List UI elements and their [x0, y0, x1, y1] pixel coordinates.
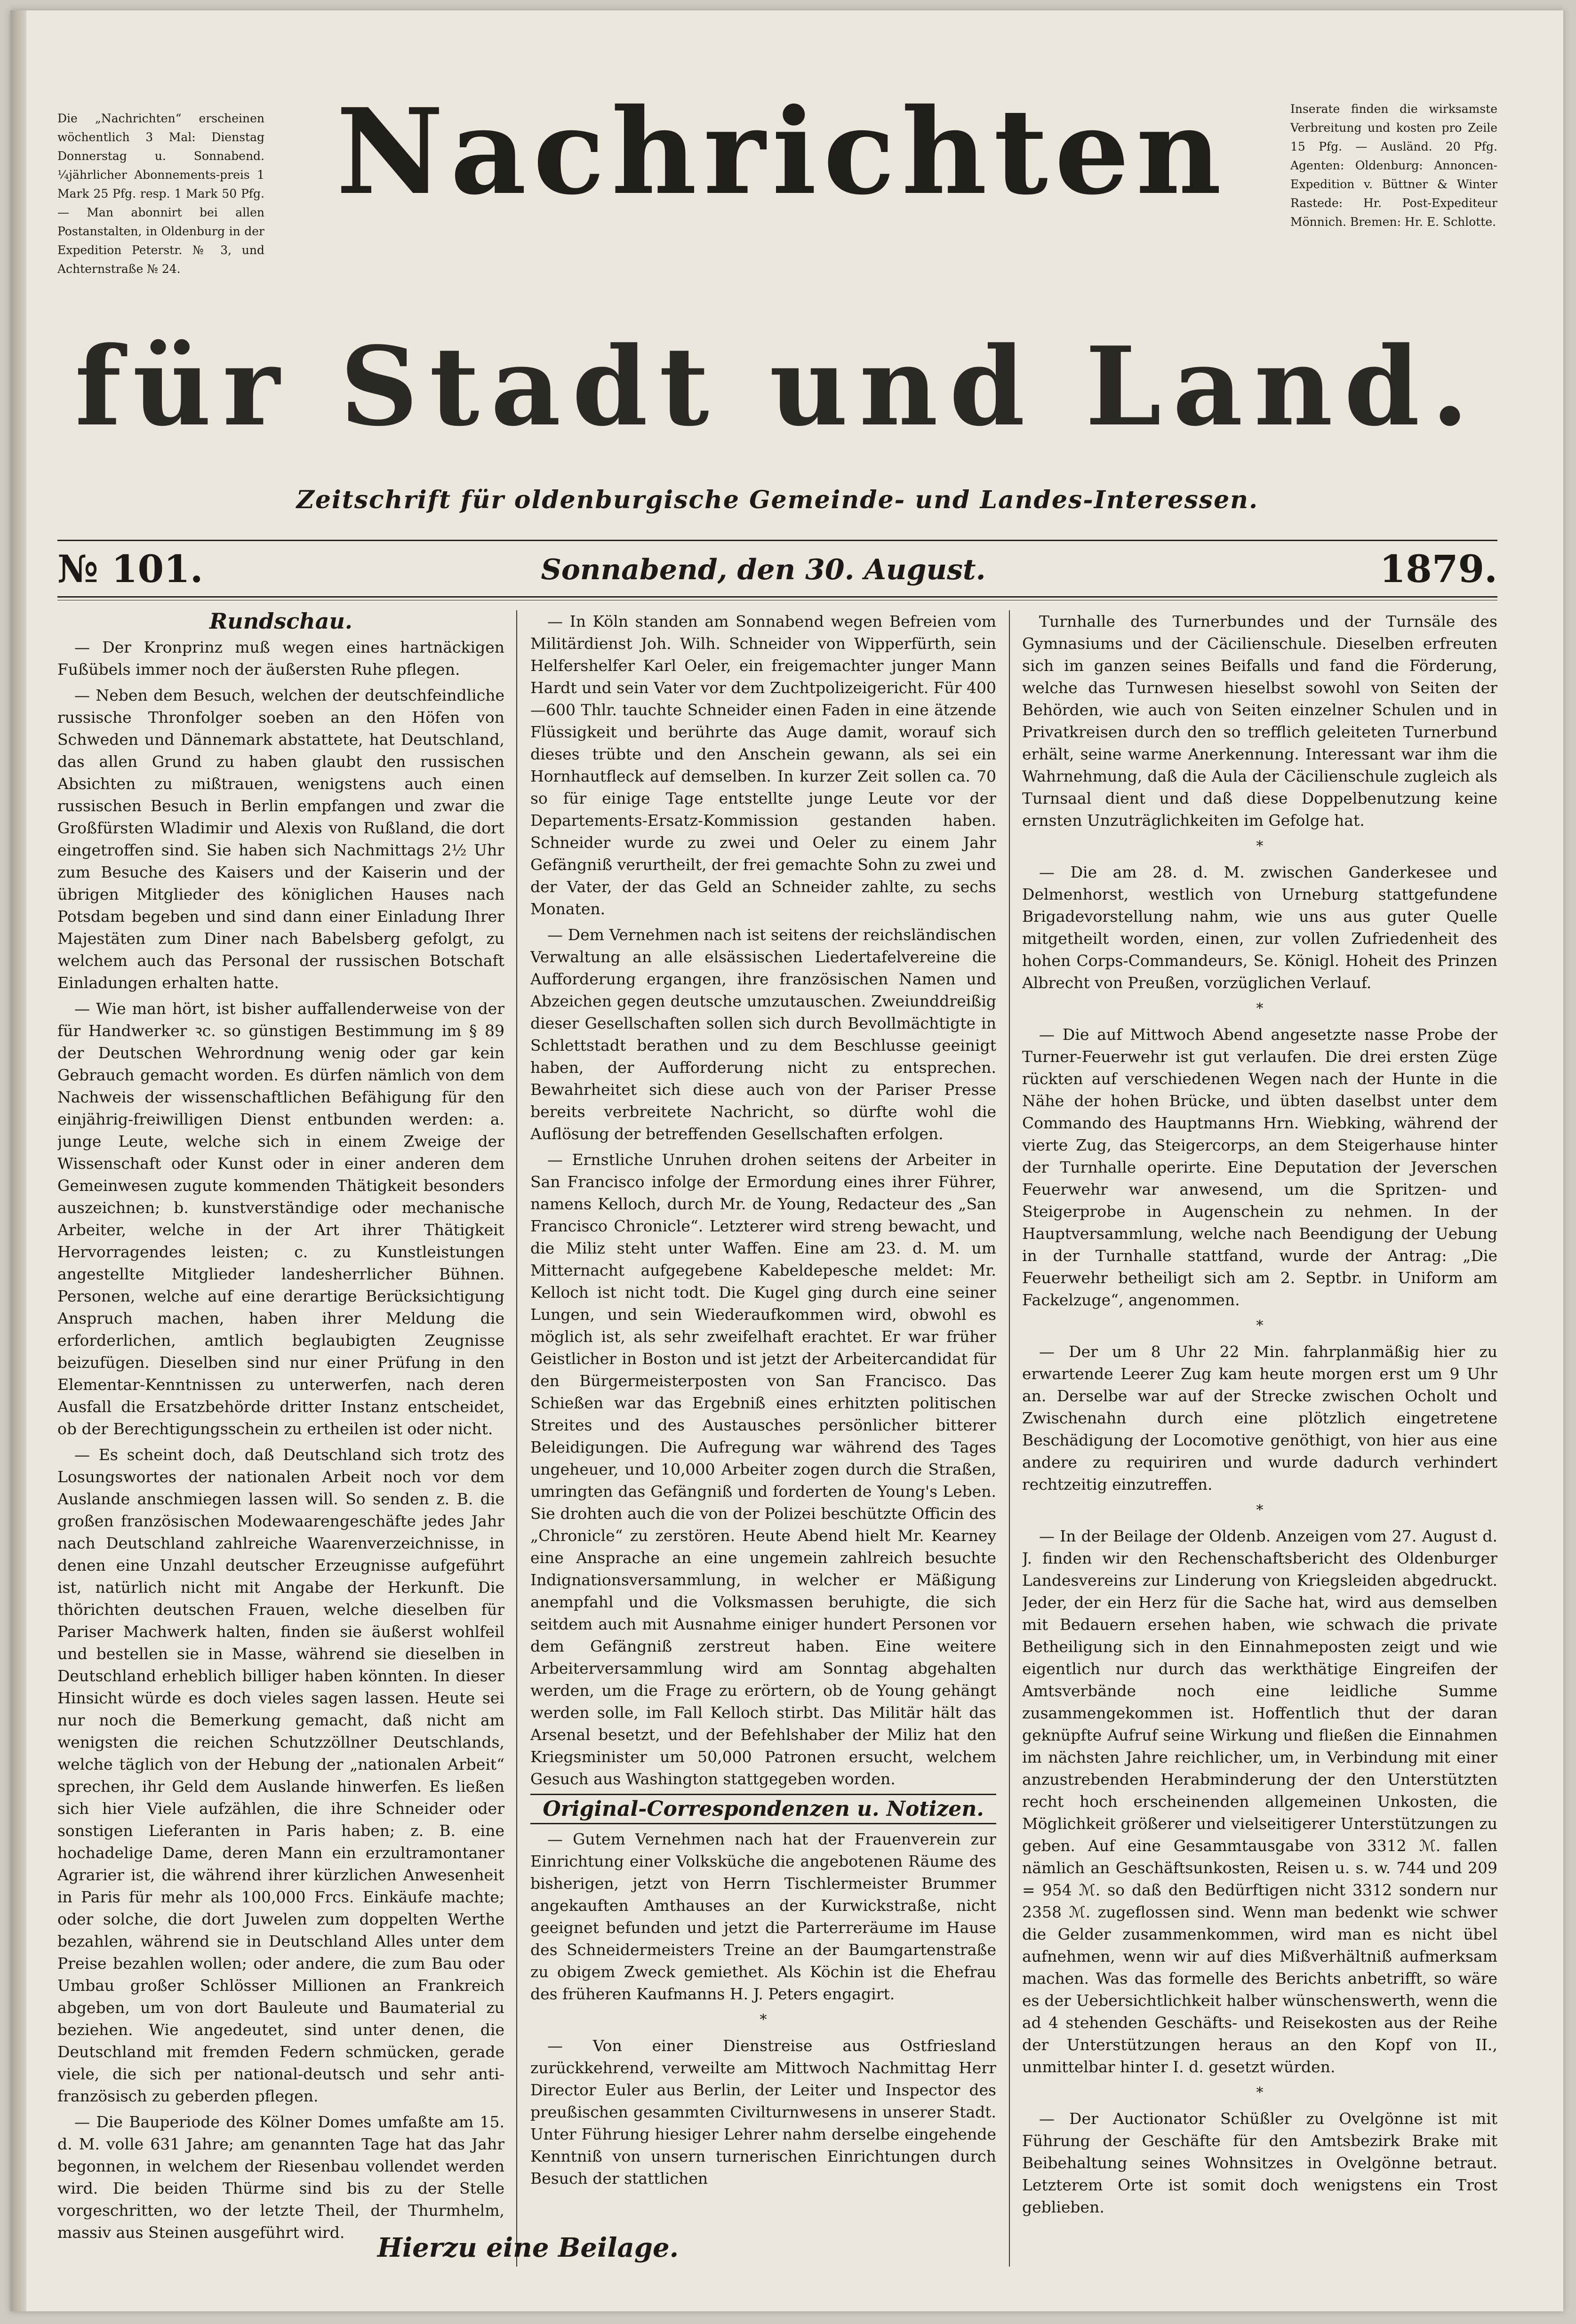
- article-liedertafel: — Dem Vernehmen nach ist seitens der reichsländischen Verwaltung an alle elsässischen Liedertafelvereine die Aufforderung ergangen, ihre französischen Namen und Abzeichen gegen deutsche umzutauschen. Zweiunddreißig dieser Gesellschaften sollen sich durch Bevollmächtigte in Schlettstadt berathen und zu dem Beschlusse geeinigt haben, der Aufforderung nicht zu entsprechen. Bewahrheitet sich diese auch von der Pariser Presse bereits verbreitete Nachricht, so dürfte wohl die Auflösung der betreffenden Gesellschaften erfolgen.: [530, 926, 996, 1143]
- article-turnhalle: Turnhalle des Turnerbundes und der Turnsäle des Gymnasiums und der Cäcilienschule. Dieselben erfreuten sich im ganzen seines Beifalls und fand die Förderung, welche das Turnwesen hieselbst sowohl von Seiten der Behörden, wie auch von Seiten einzelner Schulen und in Privatkreisen durch den so trefflich geleiteten Turnerbund erhält, seine warme Anerkennung. Interessant war ihm die Wahrnehmung, daß die Aula der Cäcilienschule zugleich als Turnsaal dient und daß diese Doppelbenutzung keine ernsten Unzuträglichkeiten im Gefolge hat.: [1022, 612, 1497, 830]
- article-leerer-zug: — Der um 8 Uhr 22 Min. fahrplanmäßig hier zu erwartende Leerer Zug kam heute morgen erst um 9 Uhr an. Derselbe war auf der Strecke zwischen Ocholt und Zwischenahn durch eine plötzlich eingetretene Beschädigung der Locomotive genöthigt, von hier aus eine andere zu requiriren und wurde dadurch verhindert rechtzeitig einzutreffen.: [1022, 1342, 1497, 1493]
- article-feuerwehr: — Die auf Mittwoch Abend angesetzte nasse Probe der Turner-Feuerwehr ist gut verlaufen. Die drei ersten Züge rückten auf verschiedenen Wegen nach der Hunte in die Nähe der hohen Brücke, und übten daselbst unter dem Commando des Hauptmanns Hrn. Wiebking, während der vierte Zug, das Steigercorps, an dem Steigerhause hinter der Turnhalle operirte. Eine Deputation der Jeverschen Feuerwehr war anwesend, um die Spritzen- und Steigerprobe in Augenschein zu nehmen. In der Hauptversammlung, welche nach Beendigung der Uebung in der Turnhalle stattfand, wurde der Antrag: „Die Feuerwehr betheiligt sich am 2. Septbr. in Uniform am Fackelzuge“, angenommen.: [1022, 1025, 1497, 1309]
- masthead-rule-top: [57, 540, 1497, 541]
- article-separator: *: [1256, 838, 1264, 855]
- masthead-title-bottom: für Stadt und Land.: [74, 323, 1480, 450]
- newspaper-page: [10, 10, 1563, 2311]
- issue-year: 1879.: [1379, 547, 1497, 591]
- article-separator: *: [1256, 2084, 1264, 2101]
- article-san-francisco: — Ernstliche Unruhen drohen seitens der Arbeiter in San Francisco infolge der Ermordung eines ihrer Führer, namens Kelloch, durch Mr. de Young, Redacteur des „San Francisco Chronicle“. Letzterer wird streng bewacht, und die Miliz steht unter Waffen. Eine am 23. d. M. um Mitternacht aufgegebene Kabeldepesche meldet: Mr. Kelloch ist nicht todt. Die Kugel ging durch eine seiner Lungen, und sein Wiederaufkommen wird, obwohl es möglich ist, als sehr zweifelhaft erachtet. Er war früher Geistlicher in Boston und ist jetzt der Arbeitercandidat für den Bürgermeisterposten von San Francisco. Das Schießen war das Ergebniß eines erhitzten politischen Streites und des Austausches persönlicher bitterer Beleidigungen. Die Aufregung war während des Tages ungeheuer, und 10,000 Arbeiter zogen durch die Straßen, umringten das Gefängniß und forderten de Young's Leben. Sie drohten auch die von der Polizei beschützte Officin des „Chronicle“ zu zerstören. Heute Abend hielt Mr. Kearney eine Ansprache an eine ungemein zahlreich besuchte Indignationsversammlung, in welcher er Mäßigung anempfahl und die Volksmassen beruhigte, die sich seitdem auch mit Ausnahme einiger hundert Personen vor dem Gefängniß zerstreut haben. Eine weitere Arbeiterversammlung wird am Sonntag abgehalten werden, um die Frage zu erörtern, ob de Young gehängt werden solle, im Fall Kelloch stirbt. Das Militär hält das Arsenal besetzt, und der Befehlshaber der Miliz hat den Kriegsminister um 50,000 Patronen ersucht, welchem Gesuch aus Washington stattgegeben worden.: [530, 1150, 996, 1788]
- column-1: [57, 610, 504, 2281]
- masthead-rule-bottom: [57, 596, 1497, 598]
- article-separator: *: [1256, 1318, 1264, 1334]
- column-3: [1022, 610, 1497, 2281]
- advertising-info: Inserate finden die wirksamste Verbreitung und kosten pro Zeile 15 Pfg. — Ausländ. 20 Pfg. Agenten: Oldenburg: Annoncen-Expedition v. Büttner & Winter Rastede: Hr. Post-Expediteur Mönnich. Bremen: Hr. E. Schlotte.: [1290, 102, 1497, 229]
- issue-date: Sonnabend, den 30. August.: [541, 553, 986, 586]
- article-auctionator: — Der Auctionator Schüßler zu Ovelgönne ist mit Führung der Geschäfte für den Amtsbezirk Brake mit Beibehaltung seines Wohnsitzes in Ovelgönne betraut. Letzterem Orte ist somit doch wenigstens ein Trost geblieben.: [1022, 2109, 1497, 2216]
- article-separator: *: [1256, 1502, 1264, 1518]
- masthead-title-top: Nachrichten: [336, 82, 1228, 221]
- article-koelner-dom: — Die Bauperiode des Kölner Domes umfaßte am 15. d. M. volle 631 Jahre; am genannten Tage hat das Jahr begonnen, in welchem der Riesenbau vollendet werden wird. Die beiden Thürme sind bis zu der Stelle vorgeschritten, wo der letzte Theil, der Thurmhelm, massiv aus Steinen ausgeführt wird.: [57, 2113, 504, 2242]
- column-divider: [1009, 610, 1010, 2267]
- subscription-info: Die „Nachrichten“ erscheinen wöchentlich 3 Mal: Dienstag Donnerstag u. Sonnabend. ¼jährlicher Abonnements-preis 1 Mark 25 Pfg. resp. 1 Mark 50 Pfg. — Man abonnirt bei allen Postanstalten, in Oldenburg in der Expedition Peterstr. № 3, und Achternstraße № 24.: [57, 112, 264, 276]
- column-2: [530, 610, 996, 2281]
- article-foreign-goods: — Es scheint doch, daß Deutschland sich trotz des Losungswortes der nationalen Arbeit noch vor dem Auslande anschmiegen lassen will. So senden z. B. die großen französischen Modewaarengeschäfte jedes Jahr nach Deutschland zahlreiche Waarenverzeichnisse, in denen eine Unzahl deutscher Erzeugnisse aufgeführt ist, natürlich nicht mit Angabe der Herkunft. Die thörichten deutschen Frauen, welche dieselben für Pariser Machwerk halten, finden sie äußerst wohlfeil und bestellen sie in Masse, während sie dieselben in Deutschland erheblich billiger haben könnten. In dieser Hinsicht würde es doch vieles sagen lassen. Heute sei nur noch die Bemerkung gemacht, daß nicht am wenigsten die reichen Schutzzöllner Deutschlands, welche täglich von der Hebung der „nationalen Arbeit“ sprechen, ihr Geld dem Auslande hinwerfen. Es ließen sich hier Viele aufzählen, die ihre Schneider oder sonstigen Lieferanten in Paris haben; z. B. eine hochadelige Dame, deren Mann ein erzultramontaner Agrarier ist, die während ihrer kürzlichen Anwesenheit in Paris für mehr als 100,000 Frcs. Einkäufe machte; oder solche, die dort Juwelen zum doppelten Werthe bezahlen, während sie in Deutschland Alles unter dem Preise bezahlen wollen; oder andere, die zum Bau oder Umbau großer Schlösser Millionen an Frankreich abgeben, um von dort Bauleute und Baumaterial zu beziehen. Wie angedeutet, sind unter denen, die Deutschland mit fremden Federn schmücken, gerade viele, die sich per national-deutsch und sehr anti-französisch zu geberden pflegen.: [57, 1446, 504, 2105]
- article-separator: *: [760, 2012, 767, 2028]
- column-divider: [516, 610, 517, 2267]
- article-russian-visit: — Neben dem Besuch, welchen der deutschfeindliche russische Thronfolger soeben an den Höfen von Schweden und Dännemark abstattete, hat Deutschland, das allen Grund zu haben glaubt den russischen Absichten zu mißtrauen, wenigstens auch einen russischen Besuch in Berlin empfangen und zwar die Großfürsten Wladimir und Alexis von Rußland, die dort eingetroffen sind. Sie haben sich Nachmittags 2½ Uhr zum Besuche des Kaisers und der Kaiserin und der übrigen Mitglieder des königlichen Hauses nach Potsdam begeben und sind dann einer Einladung Ihrer Majestäten zum Diner nach Babelsberg gefolgt, zu welchem auch das Personal der russischen Botschaft Einladungen erhalten hatte.: [57, 686, 504, 992]
- supplement-note: Hierzu eine Beilage.: [377, 2232, 679, 2263]
- article-volkskueche: — Gutem Vernehmen nach hat der Frauenverein zur Einrichtung einer Volksküche die angebotenen Räume des bisherigen, jetzt von Herrn Tischlermeister Brummer angekauften Amthauses an der Kurwickstraße, nicht geeignet befunden und jetzt die Parterreräume im Hause des Schneidermeisters Treine an der Baumgartenstraße zu obigem Zweck gemiethet. Als Köchin ist die Ehefrau des früheren Kaufmanns H. J. Peters engagirt.: [530, 1830, 996, 2003]
- section-heading-rundschau: Rundschau.: [209, 610, 352, 634]
- binding-edge: [10, 10, 26, 2311]
- article-wehrordnung: — Wie man hört, ist bisher auffallenderweise von der für Handwerker ꝛc. so günstigen Bestimmung im § 89 der Deutschen Wehrordnung wenig oder gar kein Gebrauch gemacht worden. Es dürfen nämlich von dem Nachweis der wissenschaftlichen Befähigung für den einjährig-freiwilligen Dienst entbunden werden: a. junge Leute, welche sich in einem Zweige der Wissenschaft oder Kunst oder in einer anderen dem Gemeinwesen zugute kommenden Thätigkeit besonders auszeichnen; b. kunstverständige oder mechanische Arbeiter, welche in der Art ihrer Thätigkeit Hervorragendes leisten; c. zu Kunstleistungen angestellte Mitglieder landesherrlicher Bühnen. Personen, welche auf eine derartige Berücksichtigung Anspruch machen, haben ihrer Meldung die erforderlichen, amtlich beglaubigten Zeugnisse beizufügen. Dieselben sind nur einer Prüfung in den Elementar-Kenntnissen zu unterwerfen, nach deren Ausfall die Ersatzbehörde dritter Instanz entscheidet, ob der Berechtigungsschein zu ertheilen ist oder nicht.: [57, 999, 504, 1438]
- issue-number: № 101.: [57, 547, 203, 591]
- section-heading-correspondence: Original-Correspondenzen u. Notizen.: [530, 1794, 996, 1824]
- article-director-euler: — Von einer Dienstreise aus Ostfriesland zurückkehrend, verweilte am Mittwoch Nachmittag Herr Director Euler aus Berlin, der Leiter und Inspector des preußischen gesammten Civilturnwesens in unserer Stadt. Unter Führung hiesiger Lehrer nahm derselbe eingehende Kenntniß von unsern turnerischen Einrichtungen durch Besuch der stattlichen: [530, 2036, 996, 2188]
- article-brigade: — Die am 28. d. M. zwischen Ganderkesee und Delmenhorst, westlich von Urneburg stattgefundene Brigadevorstellung nahm, wie uns aus guter Quelle mitgetheilt worden, einen, zur vollen Zufriedenheit des hohen Corps-Commandeurs, Se. Königl. Hoheit des Prinzen Albrecht von Preußen, vorzüglichen Verlauf.: [1022, 863, 1497, 992]
- article-kronprinz: — Der Kronprinz muß wegen eines hartnäckigen Fußübels immer noch der äußersten Ruhe pflegen.: [57, 638, 504, 679]
- article-koeln-court: — In Köln standen am Sonnabend wegen Befreien vom Militärdienst Joh. Wilh. Schneider von Wipperfürth, sein Helfershelfer Karl Oeler, ein freigemachter junger Mann Hardt und sein Vater vor dem Zuchtpolizeigericht. Für 400—600 Thlr. tauchte Schneider einen Faden in eine ätzende Flüssigkeit und berührte das Auge damit, worauf sich dieses trübte und den Anschein gewann, als sei ein Hornhautfleck auf demselben. In kurzer Zeit sollen ca. 70 so für einige Tage entstellte junge Leute vor der Departements-Ersatz-Kommission gestanden haben. Schneider wurde zu zwei und Oeler zu einem Jahr Gefängniß verurtheilt, der frei gemachte Sohn zu zwei und der Vater, der das Geld an Schneider zahlte, zu sechs Monaten.: [530, 612, 996, 918]
- article-landesverein: — In der Beilage der Oldenb. Anzeigen vom 27. August d. J. finden wir den Rechenschaftsbericht des Oldenburger Landesvereins zur Linderung von Kriegsleiden abgedruckt. Jeder, der ein Herz für die Sache hat, wird aus demselben mit Bedauern ersehen haben, wie schwach die private Betheiligung sich in den Einnahmeposten zeigt und wie eigentlich nur durch das werkthätige Eingreifen der Amtsverbände noch eine leidliche Summe zusammengekommen ist. Hoffentlich thut der daran geknüpfte Aufruf seine Wirkung und fließen die Einnahmen im nächsten Jahre reichlicher, um, in Verbindung mit einer anzustrebenden Herabminderung der den Unterstützten recht hoch erscheinenden allgemeinen Unkosten, die Möglichkeit größerer und vielseitigerer Unterstützungen zu geben. Auf eine Gesammtausgabe von 3312 ℳ. fallen nämlich an Geschäftsunkosten, Reisen u. s. w. 744 und 209 = 954 ℳ. so daß den Bedürftigen nicht 3312 sondern nur 2358 ℳ. zugeflossen sind. Wenn man bedenkt wie schwer die Gelder zusammenkommen, wird man es nicht übel aufnehmen, wenn wir auf dies Mißverhältniß aufmerksam machen. Was das formelle des Berichts anbetrifft, so wäre es der Uebersichtlichkeit halber wünschenswerth, wenn die ad 4 stehenden Geschäfts- und Reisekosten aus der Reihe der Unterstützungen heraus an den Kopf von II., unmittelbar hinter I. d. gesetzt würden.: [1022, 1527, 1497, 2076]
- article-separator: *: [1256, 1000, 1264, 1017]
- masthead-subtitle: Zeitschrift für oldenburgische Gemeinde- und Landes-Interessen.: [296, 486, 1259, 514]
